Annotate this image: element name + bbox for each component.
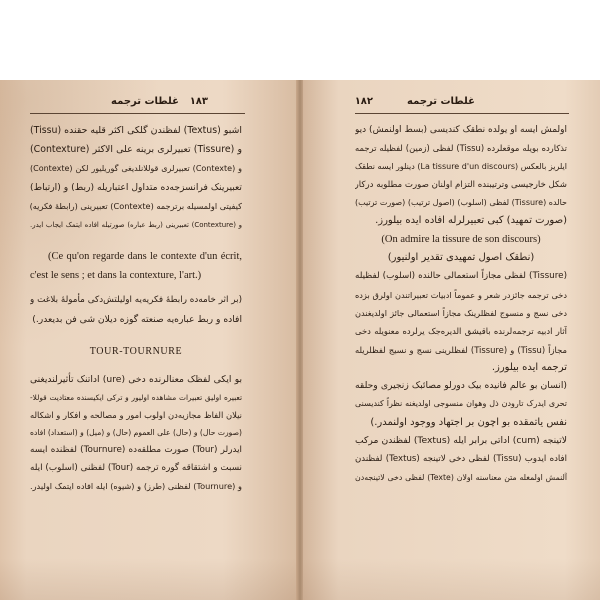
text-line: ترجمه ایده بیلورز. [491, 361, 567, 373]
text-line: ایلریز بالعکس (La tissure d'un discours) دینلور ایسه نطقک [355, 161, 567, 171]
french-example: (On admire la tissure de son discours) [381, 233, 541, 245]
translation-example: (نطقک اصول تمهیدی تقدیر اولنیور) [387, 252, 535, 264]
text-line: ایدرلر (Tour) صورت مطلقه‌ده (Tournure) لفظنده ایسه [30, 445, 242, 456]
text-line: اولمش ایسه او یولده نطقک کندیسی (بسط اولنمش) دیو [355, 125, 567, 135]
french-quote-line: c'est le sens ; et dans la contexture, l'art.) [30, 270, 202, 281]
running-title: غلطات ترجمه [407, 96, 475, 107]
example-line: تحری ایدرک تارودن ذل وهوان منسوجی اولدیغنه نظراً کندیسنی [355, 399, 567, 409]
text-block [355, 121, 567, 487]
text-line: مجازاً (Tissu) و (Tissure) لفظلرینی نسج و نسیج لفظلریله [355, 344, 567, 355]
header-rule [355, 113, 569, 114]
header-rule [30, 113, 245, 114]
text-line: افاده ایدوب (Tissu) لفظی دخی لاتینجه (Textus) لفظندن [355, 454, 567, 465]
page-number: ١٨٢ [354, 96, 373, 107]
example-line: (انسان بو عالم فانیده بیک دورلو مصائبک زنجیری وحلقه [355, 380, 567, 392]
page-182 [303, 80, 600, 600]
text-line: بو ایکی لفظک معنالرنده دخی (ure) اداتنک تأثیرلندیغنی [30, 374, 242, 385]
text-line: و (Tournure) لفظنی (طرز) و (شیوه) ایله افاده ایتمک اولیدر. [30, 480, 242, 491]
text-line: آلنمش اولمغله متن معناسنه اولان (Texte) لفظی دخی لاتینجه‌دن [355, 472, 567, 482]
page-number: ١٨٣ [189, 96, 208, 107]
text-line: حالده (Tissure) لفظی (اسلوب) (اصول ترتیب) (صورت ترتیب) [355, 198, 567, 208]
text-line: (صورت حال) و (حال) علی العموم (حال) و (میل) و (استعداد) افاده [30, 428, 242, 438]
text-line: (صورت تمهید) کبی تعبیرلرله افاده ایده بیلورز. [375, 215, 567, 227]
text-line: اشبو (Textus) لفظندن گلکی اکثر قلیه حقنده (Tissu) [30, 125, 242, 136]
text-line: دخی نسج و منسوج لفظلرینک مجازاً استعمالی جائز اولدیغندن [355, 307, 567, 318]
text-line: نسبت و اشتقاقه گوره ترجمه (Tour) لفظنی (اسلوب) ایله [30, 462, 242, 473]
text-line: و (Contexture) تعبیرینی (ربط عباره) صورتیله افاده ایتمک ایجاب ایدر. [30, 221, 242, 229]
translation-line: (بر اثر خامه‌ده رابطهٔ فکریه‌یه اولیلتش‌دکی مأمولهٔ بلاغت و [30, 295, 242, 305]
text-line: دخی ترجمه جائزدر شعر و عموماً ادبیات تعبیراتندن اولرق بزده [355, 289, 567, 300]
text-line: تعبیرینک فرانسزجه‌ده متداول اعتباریله (ربط) و (ارتباط) [30, 182, 242, 193]
example-line: نفس یاتمقده بو اچون بر اجتهاد ووجود اولنمدر.) [370, 416, 567, 428]
page-183 [0, 80, 297, 600]
text-line: (Tissure) لفظی مجازاً استعمالی حالنده (اسلوب) لفظیله [355, 271, 567, 282]
text-line: نیلان الفاظ مجازیه‌دن اولوب امور و مصالحه و افکار و اشکاله [30, 409, 242, 420]
text-line: و (Contexte) تعبیرلری قوللانلدیغی گوریلیور لکن (Contexte) [30, 164, 242, 173]
text-line: و (Tissure) تعبیرلری برینه علی الاکثر (Contexture) [30, 144, 242, 155]
text-line: آثار ادبیه ترجمه‌لرنده باقیشق الدیره‌جک یرلرده معنویله دخی [355, 326, 567, 337]
text-line: تعبیره اولیق تعبیرات مشاهده اولیور و ترکی ایکیسنده معتادیت قوللا- [30, 392, 242, 402]
text-line: کیفیتی اولمسیله برترجمه (Contexte) تعبیرینی (رابطهٔ فکریه) [30, 201, 242, 211]
text-line: لاتینجه (cum) اداتی برابر ایله (Textus) لفظندن مرکب [355, 435, 567, 447]
translation-line: افاده و ربط عباره‌یه صنعته گوزه دیلان شی فن بدیعدر.) [32, 314, 242, 325]
section-heading: TOUR-TOURNURE [89, 346, 183, 357]
text-line: تذکارده بویله موقعلرده (Tissu) لفظی (زمین) لفظیله ترجمه [355, 143, 567, 154]
running-title: غلطات ترجمه [111, 96, 179, 107]
french-quote-line: (Ce qu'on regarde dans le contexte d'un écrit, [48, 251, 242, 262]
text-line: شکل خارجیسی وترتیبنده التزام اولنان صورت مطلوبه درکار [355, 179, 567, 190]
book-scan [0, 80, 600, 600]
text-block [30, 121, 242, 496]
